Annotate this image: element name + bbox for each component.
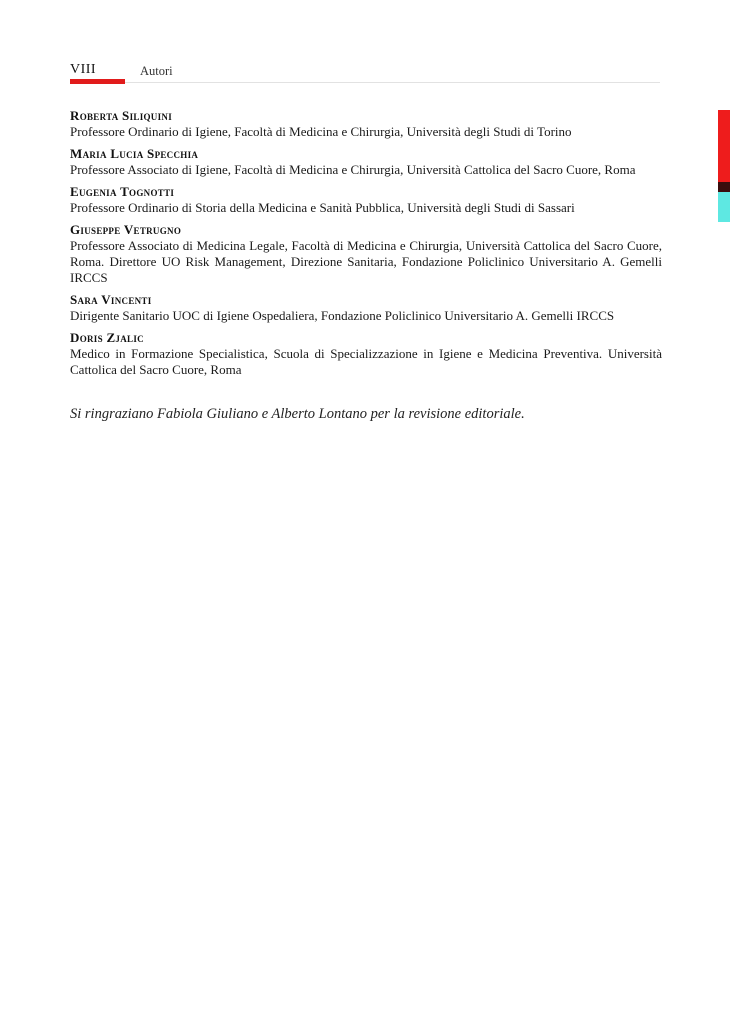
author-name: Eugenia Tognotti: [70, 184, 175, 199]
author-name: Sara Vincenti: [70, 292, 152, 307]
header-rule: [70, 82, 660, 83]
side-tab-cyan: [718, 192, 730, 222]
acknowledgement: Si ringraziano Fabiola Giuliano e Alberto Lontano per la revisione editoriale.: [70, 406, 525, 422]
author-entry: [70, 330, 662, 378]
side-tab-red: [718, 110, 730, 182]
author-name: Maria Lucia Specchia: [70, 146, 199, 161]
header-accent-bar: [70, 79, 125, 84]
author-name: Roberta Siliquini: [70, 108, 173, 123]
author-entry: [70, 184, 662, 216]
author-entry: [70, 146, 662, 178]
page-header: [70, 60, 660, 84]
author-entry: [70, 222, 662, 286]
author-affiliation: Professore Associato di Igiene, Facoltà di Medicina e Chirurgia, Università Cattolica del Sacro Cuore, Roma: [70, 162, 636, 177]
side-tab-dark: [718, 182, 730, 192]
author-entry: [70, 292, 662, 324]
author-affiliation: Medico in Formazione Specialistica, Scuola di Specializzazione in Igiene e Medicina Preventiva. Università Cattolica del Sacro Cuore, Roma: [70, 346, 662, 377]
page-number: VIII: [70, 62, 97, 77]
author-list: [70, 108, 662, 384]
running-title: Autori: [140, 64, 173, 78]
author-affiliation: Professore Associato di Medicina Legale, Facoltà di Medicina e Chirurgia, Università Cattolica del Sacro Cuore, Roma. Direttore UO Risk Management, Direzione Sanitaria, Fondazione Policlinico Universitario A. Gemelli IRCCS: [70, 238, 662, 285]
author-entry: [70, 108, 662, 140]
author-affiliation: Professore Ordinario di Storia della Medicina e Sanità Pubblica, Università degli Studi di Sassari: [70, 200, 575, 215]
author-name: Giuseppe Vetrugno: [70, 222, 182, 237]
author-name: Doris Zjalic: [70, 330, 144, 345]
author-affiliation: Dirigente Sanitario UOC di Igiene Ospedaliera, Fondazione Policlinico Universitario A. Gemelli IRCCS: [70, 308, 615, 323]
author-affiliation: Professore Ordinario di Igiene, Facoltà di Medicina e Chirurgia, Università degli Studi di Torino: [70, 124, 572, 139]
